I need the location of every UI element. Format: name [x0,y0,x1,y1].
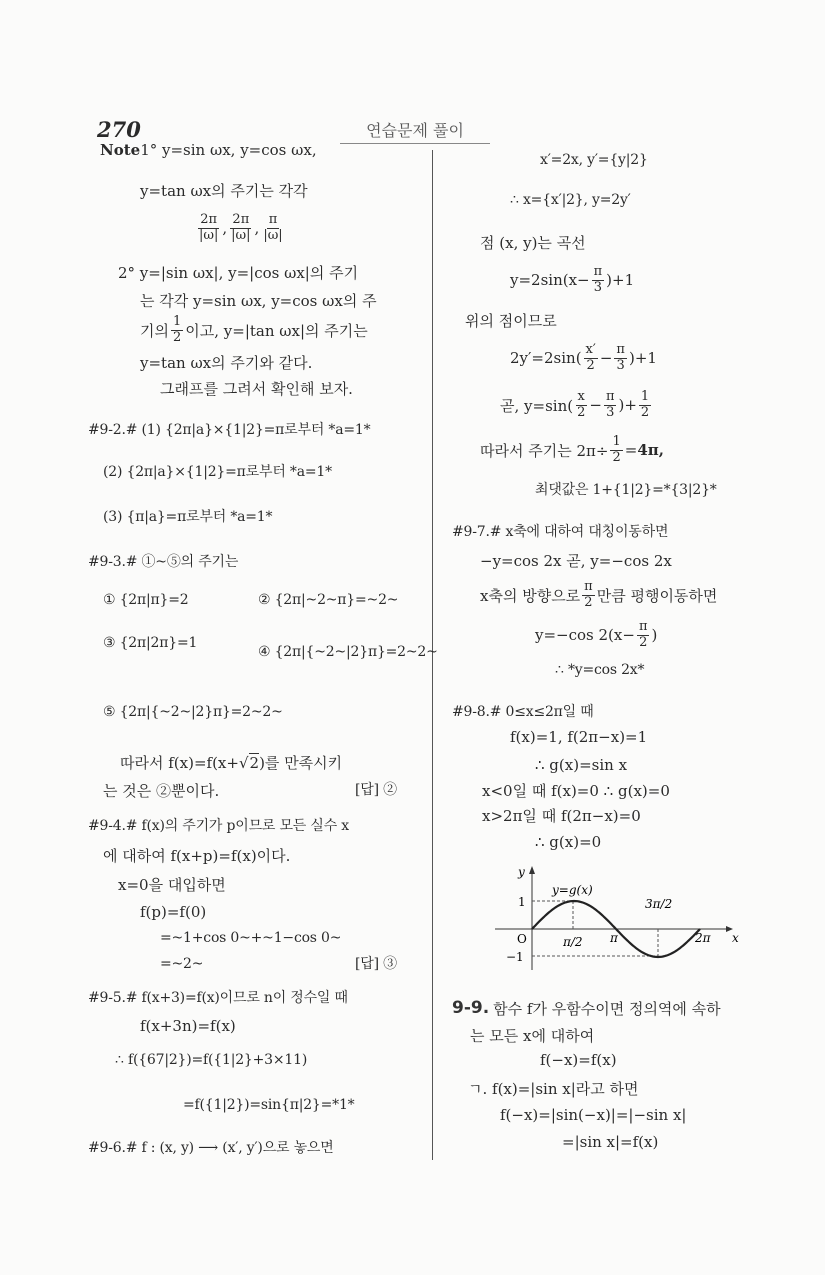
denominator: |ω| [231,227,251,243]
numerator: x [577,389,585,405]
text-line: (2) {2π|a}×{1|2}=π로부터 *a=1* [103,464,332,480]
text-line: 그래프를 그려서 확인해 보자. [160,379,353,398]
text-line: =~1+cos 0~+~1−cos 0~ [160,930,342,946]
text-line: y=tan ωx의 주기와 같다. [140,353,313,372]
problem-number: 9-9. [452,998,490,1018]
fraction [229,213,252,243]
text-line: x>2π일 때 f(2π−x)=0 [482,806,641,825]
problem-9-4: #9-4.# f(x)의 주기가 p이므로 모든 실수 x [88,818,349,834]
text-line: x<0일 때 f(x)=0 ∴ g(x)=0 [482,781,670,800]
denominator: 3 [593,279,603,295]
denominator: 3 [616,357,625,373]
sine-graph [440,860,780,970]
numerator: π [593,264,603,280]
text-line: f(−x)=|sin(−x)|=|−sin x| [500,1106,687,1124]
text-line: ③ {2π|2π}=1 [103,635,198,651]
numerator: 1 [640,389,650,405]
numerator: π [638,619,648,635]
text-line: 에 대하여 f(x+p)=f(x)이다. [103,846,291,865]
fraction [592,265,605,295]
text-line: x=0을 대입하면 [118,875,226,894]
sqrt-radicand: 2 [249,753,260,772]
text-line: 는 각각 y=sin ωx, y=cos ωx의 주 [140,291,377,310]
text-line: ② {2π|~2~π}=~2~ [258,592,399,608]
text-line: 2° y=|sin ωx|, y=|cos ωx|의 주기 [118,263,359,282]
text-line: ⑤ {2π|{~2~|2}π}=2~2~ [103,704,283,720]
text-line: 위의 점이므로 [465,311,557,330]
bold-text: Note [100,141,141,159]
denominator: 2 [172,329,182,345]
fraction [584,343,598,373]
y-tick-1: 1 [518,895,526,909]
problem-9-3: #9-3.# ①~⑤의 주기는 [88,554,239,570]
text-line: −y=cos 2x 곧, y=−cos 2x [480,551,672,570]
x-tick-3pi-half: 3π/2 [645,897,673,911]
text-line: ④ {2π|{~2~|2}π}=2~2~ [258,644,438,660]
denominator: |ω| [199,227,219,243]
fraction [261,213,284,243]
problem-9-9: 9-9. 함수 f가 우함수이면 정의역에 속하 [452,998,721,1018]
text-line: 는 모든 x에 대하여 [470,1026,595,1045]
text-line: f(x+3n)=f(x) [140,1017,236,1035]
section-title: 연습문제 풀이 [340,118,490,144]
answer-badge: [답] ③ [355,956,397,972]
text-line: 최댓값은 1+{1|2}=*{3|2}* [535,482,717,498]
numerator: 2π [232,212,250,228]
fraction [610,435,622,465]
denominator: 3 [606,404,615,420]
y-axis-arrow [529,866,535,874]
numerator: 2π [200,212,218,228]
fraction [171,315,183,345]
text-line: 곧, y=sin( $\frac{x}{2}$ − $\frac{\pi}{3}$ )+ $\frac{1}{2}$ [500,389,650,420]
origin-label: O [517,932,527,946]
text-line: y=tan ωx의 주기는 각각 [140,181,308,200]
fraction [639,390,651,420]
denominator: 2 [577,404,586,420]
text-line: Note 1° y=sin ωx, y=cos ωx, [100,141,317,159]
text-line: 2y′=2sin( $\frac{x'}{2}$ − $\frac{\pi}{3}$ )+1 [510,342,657,373]
text-line: 기의 $\frac{1}{2}$ 이고, y=|tan ωx|의 주기는 [140,314,368,345]
x-tick-2pi: 2π [695,931,711,945]
problem-9-2: #9-2.# (1) {2π|a}×{1|2}=π로부터 *a=1* [88,422,371,438]
problem-9-5: #9-5.# f(x+3)=f(x)이므로 n이 정수일 때 [88,990,348,1006]
numerator: 1 [612,434,621,450]
text-line: ∴ g(x)=0 [535,833,602,851]
denominator: 2 [584,594,593,610]
fraction [575,390,587,420]
text-line: 는 것은 ②뿐이다. [103,781,220,800]
problem-9-7: #9-7.# x축에 대하여 대칭이동하면 [452,524,669,540]
numerator: π [605,389,615,405]
text-line: $\frac{2\pi}{|\omega|}$ , $\frac{2\pi}{|\omega|}$ , $\frac{\pi}{|\omega|}$ [199,212,283,243]
x-axis-label: x [732,931,739,945]
text-line: f(−x)=f(x) [540,1051,617,1069]
numerator: π [616,342,625,358]
denominator: 2 [640,404,650,420]
text-line: ㄱ. f(x)=|sin x|라고 하면 [468,1079,639,1098]
text-line: f(p)=f(0) [140,903,207,921]
curve-label: y=g(x) [552,883,593,897]
x-tick-pi: π [610,931,618,945]
denominator: 2 [586,357,595,373]
page-number: 270 [97,117,141,142]
numerator: π [268,212,278,228]
fraction [582,580,595,610]
problem-9-8: #9-8.# 0≤x≤2π일 때 [452,704,594,720]
text-line: 따라서 f(x)=f(x+√ 2 )를 만족시키 [120,753,343,772]
denominator: 2 [612,449,621,465]
text-line: =~2~ [160,956,204,972]
numerator: π [584,579,593,595]
fraction [637,620,650,650]
text-line: x′=2x, y′={y|2} [540,152,648,168]
text-line: y=−cos 2(x− $\frac{\pi}{2}$ ) [535,619,658,650]
text-line: 점 (x, y)는 곡선 [480,233,586,252]
fraction [604,390,617,420]
text-line: (3) {π|a}=π로부터 *a=1* [103,509,273,525]
text-line: y=2sin(x− $\frac{\pi}{3}$ )+1 [510,264,635,295]
text-line: =|sin x|=f(x) [562,1133,659,1151]
text-line: =f({1|2})=sin{π|2}=*1* [183,1097,355,1113]
answer-badge: [답] ② [355,782,397,798]
denominator: |ω| [263,227,283,243]
text-line: f(x)=1, f(2π−x)=1 [510,728,648,746]
x-tick-pi-half: π/2 [563,935,583,949]
fraction [614,343,627,373]
text-line: x축의 방향으로 $\frac{\pi}{2}$ 만큼 평행이동하면 [480,579,718,610]
text-line: ∴ g(x)=sin x [535,756,628,774]
numerator: 1 [172,314,182,330]
text-line: 따라서 주기는 2π÷ $\frac{1}{2}$ = 4π, [480,434,664,465]
text-line: ∴ *y=cos 2x* [555,662,645,678]
y-axis-label: y [518,865,525,879]
denominator: 2 [639,634,648,650]
text-line: ∴ f({67|2})=f({1|2}+3×11) [115,1052,308,1068]
problem-9-6: #9-6.# f : (x, y) ⟶ (x′, y′)으로 놓으면 [88,1140,334,1156]
y-tick-minus-1: −1 [506,950,524,964]
text-line: ∴ x={x′|2}, y=2y′ [510,192,631,208]
fraction [197,213,220,243]
numerator: x′ [585,342,596,358]
bold-text: 4π, [637,441,664,459]
text-line: ① {2π|π}=2 [103,592,189,608]
